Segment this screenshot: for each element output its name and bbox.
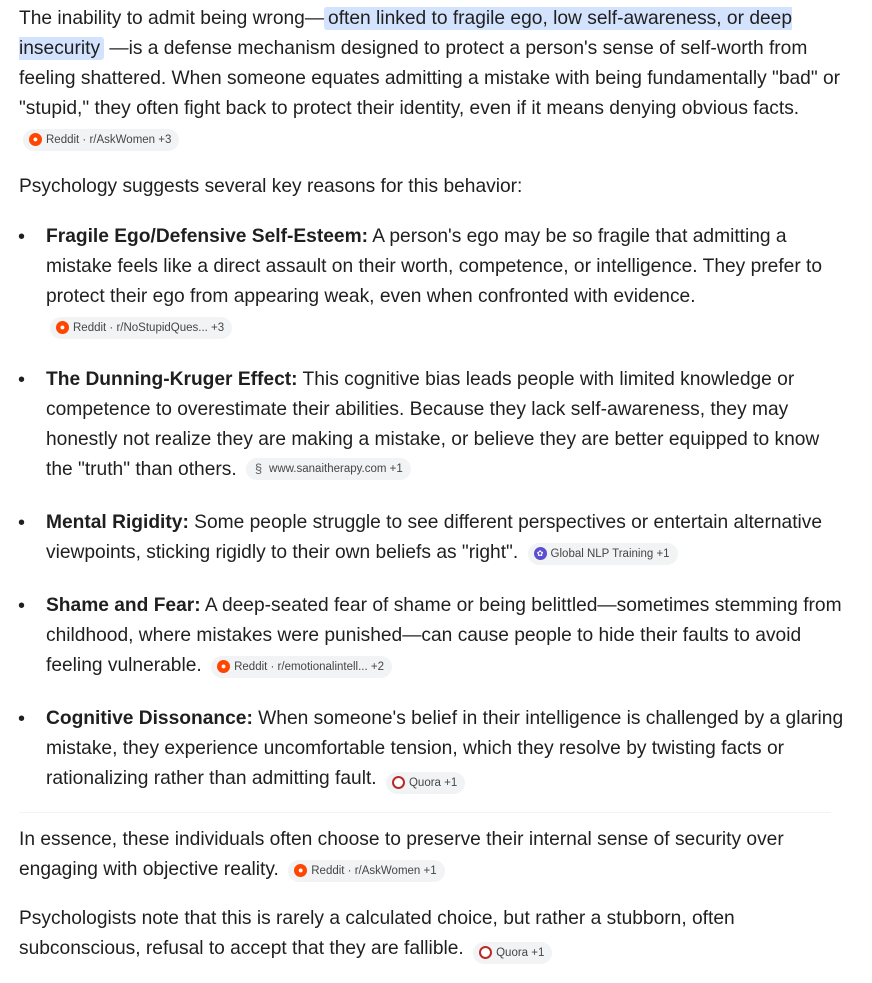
source-chip[interactable] [50,317,232,339]
reason-title: Fragile Ego/Defensive Self-Esteem: [46,226,369,247]
quora-icon [392,776,405,789]
source-chip[interactable] [386,772,465,794]
bullet: • [18,226,26,248]
source-chip[interactable] [288,860,444,882]
section-divider [19,812,831,813]
source-chip-label: Quora +1 [496,946,545,959]
source-chip-label: Reddit · r/AskWomen +1 [311,864,437,877]
source-chip[interactable] [23,129,179,151]
reason-title: The Dunning-Kruger Effect: [46,369,298,390]
source-chip-label: www.sanaitherapy.com +1 [269,462,403,475]
source-chip[interactable] [246,458,411,480]
source-chip-label: Quora +1 [408,776,458,789]
reasons-list [0,222,850,817]
source-chip[interactable] [211,656,392,678]
reason-text: When someone's belief in their intelligence is challenged by a glaring mistake, they experience uncomfortable tension, which they resolve by twisting facts or rationalizing rather than admitting fault. [46,708,844,789]
reddit-icon: ● [294,864,307,877]
reason-text: A person's ego may be so fragile that admitting a mistake feels like a direct assault on their worth, competence, or intelligence. They prefer to protect their ego from appearing weak, even when confronted with evidence. [46,226,823,307]
sanai-icon: § [254,461,263,476]
source-chip-label: Reddit · r/emotionalintell... +2 [234,660,384,673]
reason-text: This cognitive bias leads people with limited knowledge or competence to overestimate their abilities. Because they lack self-awareness, they may honestly not realize they are making a mistake, or believe they are better equipped to know the "truth" than others. [46,369,820,480]
reason-title: Cognitive Dissonance: [46,708,253,729]
source-chip[interactable] [473,942,552,964]
bullet: • [18,595,26,617]
reddit-icon: ● [217,660,230,673]
reason-text: Some people struggle to see different perspectives or entertain alternative viewpoints, sticking rigidly to their own beliefs as "right". [46,512,823,563]
intro-text-after: —is a defense mechanism designed to protect a person's sense of self-worth from feeling shattered. When someone equates admitting a mistake with being fundamentally "bad" or "stupid," they often fight back to protect their identity, even if it means denying obvious facts. [19,38,841,119]
list-item [0,591,850,681]
closing-paragraph [19,825,859,885]
reason-text: A deep-seated fear of shame or being belittled—sometimes stemming from childhood, where mistakes were punished—can cause people to hide their faults to avoid feeling vulnerable. [46,595,842,676]
source-chip-label: Reddit · r/AskWomen +3 [46,133,172,146]
bullet: • [18,512,26,534]
reddit-icon: ● [29,133,42,146]
highlighted-phrase: often linked to fragile ego, low self-awareness, or deep insecurity [19,8,792,59]
closing-paragraph [19,904,859,964]
bullet: • [18,708,26,730]
source-chip[interactable] [528,543,678,565]
reason-title: Mental Rigidity: [46,512,189,533]
source-chip-label: Global NLP Training +1 [550,547,670,560]
reddit-icon: ● [56,321,69,334]
nlp-icon: ✿ [534,547,547,560]
closing-text: Psychologists note that this is rarely a calculated choice, but rather a stubborn, often subconscious, refusal to accept that they are fallible. [19,908,735,959]
list-item [0,222,850,342]
list-item [0,704,850,794]
bullet: • [18,369,26,391]
source-chip-label: Reddit · r/NoStupidQues... +3 [73,321,225,334]
list-item [0,365,850,485]
closing-text: In essence, these individuals often choose to preserve their internal sense of security over engaging with objective reality. [19,829,784,880]
quora-icon [479,946,492,959]
list-item [0,508,850,568]
intro-paragraph [19,4,859,154]
lead-sentence: Psychology suggests several key reasons for this behavior: [19,176,523,197]
reason-title: Shame and Fear: [46,595,201,616]
intro-text-before: The inability to admit being wrong— [19,8,325,29]
